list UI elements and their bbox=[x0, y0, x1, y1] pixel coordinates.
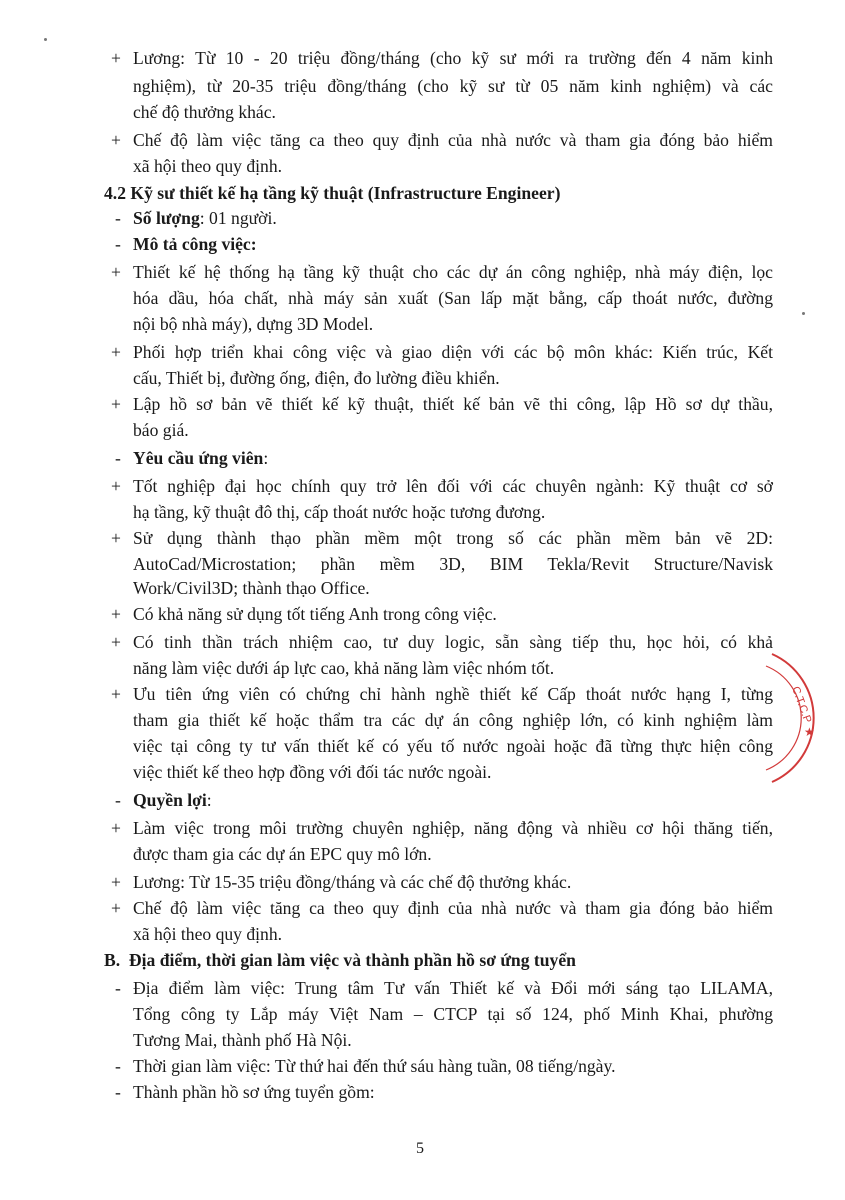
section-heading: 4.2 Kỹ sư thiết kế hạ tầng kỹ thuật (Infrastructure Engineer) bbox=[104, 183, 561, 203]
bullet-plus: + bbox=[111, 604, 121, 624]
benefits-heading: Quyền lợi: bbox=[133, 790, 212, 810]
benefit-line: Làm việc trong môi trường chuyên nghiệp, năng động và nhiều cơ hội thăng tiến, bbox=[133, 818, 773, 838]
overtime-line: Chế độ làm việc tăng ca theo quy định của nhà nước và tham gia đóng bảo hiểm bbox=[133, 130, 773, 150]
requirement-line: Ưu tiên ứng viên có chứng chỉ hành nghề thiết kế Cấp thoát nước hạng I, từng bbox=[133, 684, 773, 704]
job-desc-line: nội bộ nhà máy), dựng 3D Model. bbox=[133, 314, 374, 334]
bullet-dash: - bbox=[115, 1082, 121, 1102]
svg-text:★: ★ bbox=[804, 725, 815, 739]
job-desc-line: cấu, Thiết bị, đường ống, điện, đo lường điều khiển. bbox=[133, 368, 500, 388]
requirement-line: tham gia thiết kế hoặc thẩm tra các dự án công nghiệp lớn, có kinh nghiệm làm bbox=[133, 710, 773, 730]
bullet-dash: - bbox=[115, 234, 121, 254]
benefit-line: Chế độ làm việc tăng ca theo quy định của nhà nước và tham gia đóng bảo hiểm bbox=[133, 898, 773, 918]
bullet-dash: - bbox=[115, 790, 121, 810]
salary-line: chế độ thưởng khác. bbox=[133, 102, 276, 122]
bullet-dash: - bbox=[115, 1056, 121, 1076]
bullet-plus: + bbox=[111, 48, 121, 68]
bullet-plus: + bbox=[111, 898, 121, 918]
requirement-line: Sử dụng thành thạo phần mềm một trong số các phần mềm bản vẽ 2D: bbox=[133, 528, 773, 548]
bullet-plus: + bbox=[111, 684, 121, 704]
bullet-plus: + bbox=[111, 872, 121, 892]
section-b-heading: B. Địa điểm, thời gian làm việc và thành phần hồ sơ ứng tuyển bbox=[104, 950, 576, 970]
requirement-line: AutoCad/Microstation; phần mềm 3D, BIM Tekla/Revit Structure/Navisk bbox=[133, 554, 773, 574]
requirements-label: Yêu cầu ứng viên bbox=[133, 448, 264, 468]
bullet-plus: + bbox=[111, 818, 121, 838]
requirement-line: hạ tầng, kỹ thuật đô thị, cấp thoát nước hoặc tương đương. bbox=[133, 502, 546, 522]
job-desc-line: Lập hồ sơ bản vẽ thiết kế kỹ thuật, thiết kế bản vẽ thi công, lập Hồ sơ dự thầu, bbox=[133, 394, 773, 414]
benefit-line: Lương: Từ 15-35 triệu đồng/tháng và các chế độ thưởng khác. bbox=[133, 872, 572, 892]
overtime-line: xã hội theo quy định. bbox=[133, 156, 283, 176]
bullet-dash: - bbox=[115, 448, 121, 468]
bullet-plus: + bbox=[111, 476, 121, 496]
job-desc-line: báo giá. bbox=[133, 420, 189, 440]
working-time-line: Thời gian làm việc: Từ thứ hai đến thứ sáu hàng tuần, 08 tiếng/ngày. bbox=[133, 1056, 616, 1076]
location-line: Địa điểm làm việc: Trung tâm Tư vấn Thiết kế và Đổi mới sáng tạo LILAMA, bbox=[133, 978, 773, 998]
job-desc-line: hóa dầu, hóa chất, nhà máy sản xuất (San lấp mặt bằng, cấp thoát nước, đường bbox=[133, 288, 773, 308]
requirement-line: năng làm việc dưới áp lực cao, khả năng làm việc nhóm tốt. bbox=[133, 658, 555, 678]
bullet-plus: + bbox=[111, 632, 121, 652]
requirement-line: Có tinh thần trách nhiệm cao, tư duy logic, sẵn sàng tiếp thu, học hỏi, có khả bbox=[133, 632, 773, 652]
job-desc-line: Phối hợp triển khai công việc và giao diện với các bộ môn khác: Kiến trúc, Kết bbox=[133, 342, 773, 362]
location-line: Tương Mai, thành phố Hà Nội. bbox=[133, 1030, 352, 1050]
requirement-line: Có khả năng sử dụng tốt tiếng Anh trong công việc. bbox=[133, 604, 497, 624]
benefit-line: được tham gia các dự án EPC quy mô lớn. bbox=[133, 844, 432, 864]
quantity-label: Số lượng bbox=[133, 208, 200, 228]
bullet-plus: + bbox=[111, 262, 121, 282]
bullet-plus: + bbox=[111, 528, 121, 548]
scan-speck bbox=[802, 312, 805, 315]
salary-line: nghiệm), từ 20-35 triệu đồng/tháng (cho kỹ sư từ 05 năm kinh nghiệm) và các bbox=[133, 76, 773, 96]
salary-line: Lương: Từ 10 - 20 triệu đồng/tháng (cho kỹ sư mới ra trường đến 4 năm kinh bbox=[133, 48, 773, 68]
quantity-line bbox=[133, 210, 277, 228]
bullet-plus: + bbox=[111, 130, 121, 150]
benefit-line: xã hội theo quy định. bbox=[133, 924, 283, 944]
job-desc-label: Mô tả công việc: bbox=[133, 234, 257, 254]
bullet-plus: + bbox=[111, 394, 121, 414]
benefits-label: Quyền lợi bbox=[133, 790, 207, 810]
documents-line: Thành phần hồ sơ ứng tuyển gồm: bbox=[133, 1082, 375, 1102]
scan-speck bbox=[44, 38, 47, 41]
company-seal-stamp bbox=[764, 652, 824, 784]
job-desc-line: Thiết kế hệ thống hạ tầng kỹ thuật cho các dự án công nghiệp, nhà máy điện, lọc bbox=[133, 262, 773, 282]
location-line: Tổng công ty Lắp máy Việt Nam – CTCP tại số 124, phố Minh Khai, phường bbox=[133, 1004, 773, 1024]
bullet-plus: + bbox=[111, 342, 121, 362]
bullet-dash: - bbox=[115, 208, 121, 228]
bullet-dash: - bbox=[115, 978, 121, 998]
page-number: 5 bbox=[416, 1140, 424, 1157]
requirement-line: Tốt nghiệp đại học chính quy trở lên đối với các chuyên ngành: Kỹ thuật cơ sở bbox=[133, 476, 773, 496]
svg-text:C.T.C.P: C.T.C.P bbox=[789, 684, 814, 725]
requirements-heading: Yêu cầu ứng viên: bbox=[133, 448, 269, 468]
requirement-line: việc thiết kế theo hợp đồng với đối tác nước ngoài. bbox=[133, 762, 492, 782]
requirement-line: việc tại công ty tư vấn thiết kế có yếu tố nước ngoài hoặc đã từng thực hiện công bbox=[133, 736, 773, 756]
requirement-line: Work/Civil3D; thành thạo Office. bbox=[133, 578, 370, 598]
quantity-value: : 01 người. bbox=[199, 208, 277, 228]
